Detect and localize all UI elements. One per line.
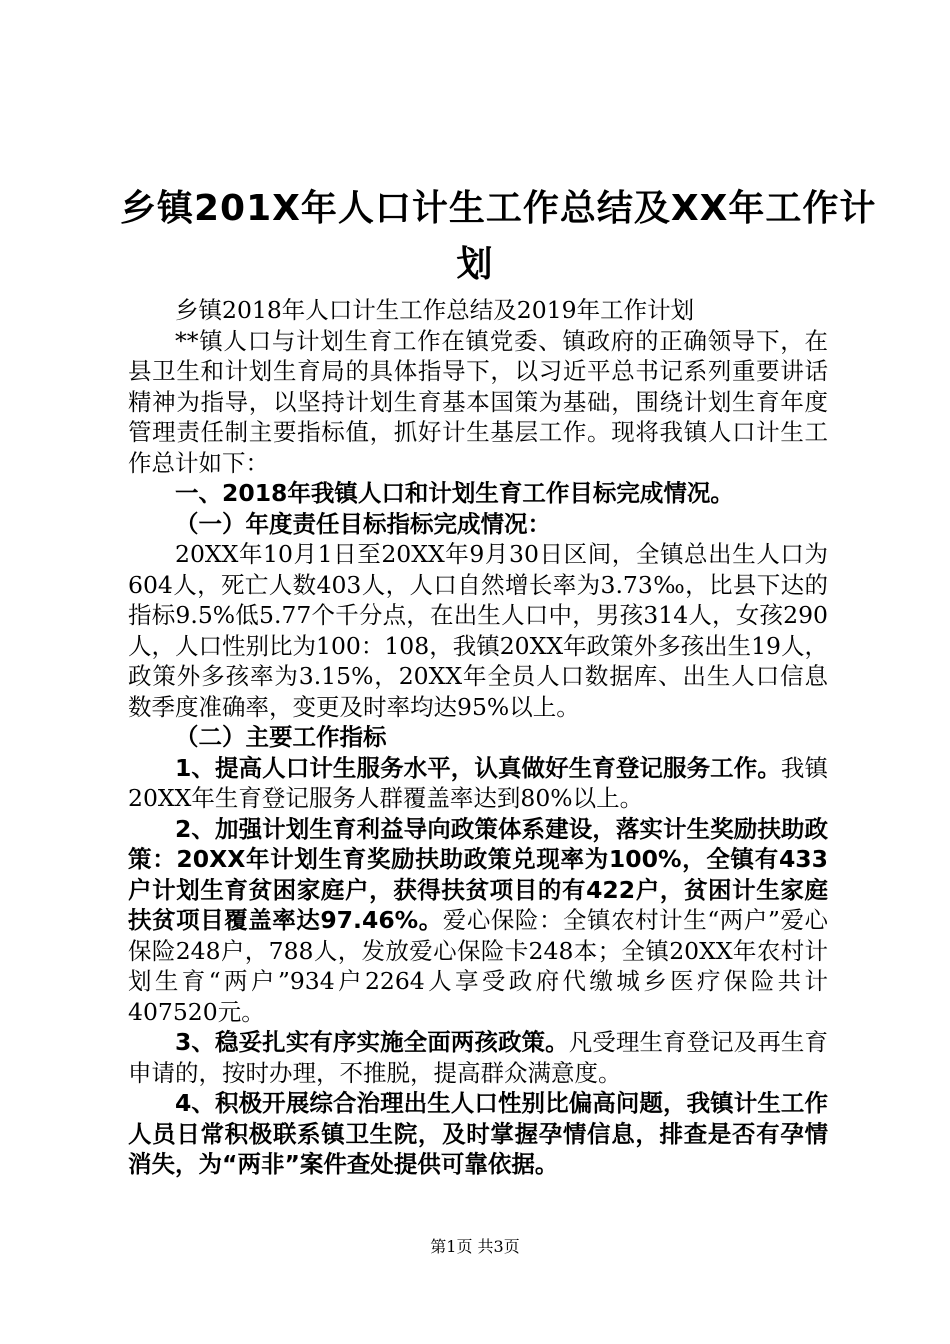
item-2-heading: 2、加强计划生育利益导向政策体系建设，落实计生奖励扶助政策：20XX年计划生育奖励扶助政策兑现率为100%，全镇有433户计划生育贫困家庭户，获得扶贫项目的有422户，贫困计生家庭扶贫项目覆盖率达97.46%。	[128, 814, 828, 934]
subtitle-paragraph: 乡镇2018年人口计生工作总结及2019年工作计划	[175, 296, 695, 324]
item-3-heading: 3、稳妥扎实有序实施全面两孩政策。	[175, 1028, 569, 1056]
page-footer: 第1页 共3页	[430, 1237, 520, 1256]
document-title-line2: 划	[456, 244, 494, 285]
document-body	[128, 295, 828, 1180]
item-3-text: 凡受理生育登记及再生育申请的，按时办理，不推脱，提高群众满意度。	[128, 1028, 828, 1087]
subsection-heading-2: （二）主要工作指标	[175, 723, 387, 751]
section-heading-1: 一、2018年我镇人口和计划生育工作目标完成情况。	[175, 479, 734, 507]
document-title-line1: 乡镇201X年人口计生工作总结及XX年工作计	[120, 188, 877, 229]
item-2-text: 爱心保险：全镇农村计生“两户”爱心保险248户，788人，发放爱心保险卡248本；全镇20XX年农村计划生育“两户”934户2264人享受政府代缴城乡医疗保险共计407520元。	[128, 906, 828, 1026]
subsection-heading-1: （一）年度责任目标指标完成情况：	[175, 509, 551, 538]
item-2-paragraph	[128, 814, 828, 1028]
item-4-paragraph: 4、积极开展综合治理出生人口性别比偏高问题，我镇计生工作人员日常积极联系镇卫生院，及时掌握孕情信息，排查是否有孕情消失，为“两非”案件查处提供可靠依据。	[128, 1089, 828, 1178]
stats-paragraph: 20XX年10月1日至20XX年9月30日区间，全镇总出生人口为604人，死亡人数403人，人口自然增长率为3.73‰，比县下达的指标9.5%低5.77个千分点，在出生人口中，男孩314人，女孩290人，人口性别比为100：108，我镇20XX年政策外多孩出生19人，政策外多孩率为3.15%，20XX年全员人口数据库、出生人口信息数季度准确率，变更及时率均达95%以上。	[128, 540, 828, 721]
item-1-heading: 1、提高人口计生服务水平，认真做好生育登记服务工作。	[175, 753, 781, 782]
item-1-text: 我镇20XX年生育登记服务人群覆盖率达到80%以上。	[128, 753, 829, 812]
item-3-paragraph	[128, 1027, 828, 1088]
intro-paragraph: **镇人口与计划生育工作在镇党委、镇政府的正确领导下，在县卫生和计划生育局的具体指导下，以习近平总书记系列重要讲话精神为指导，以坚持计划生育基本国策为基础，围绕计划生育年度管理责任制主要指标值，抓好计生基层工作。现将我镇人口计生工作总计如下：	[128, 326, 828, 477]
item-1-paragraph	[128, 753, 828, 814]
